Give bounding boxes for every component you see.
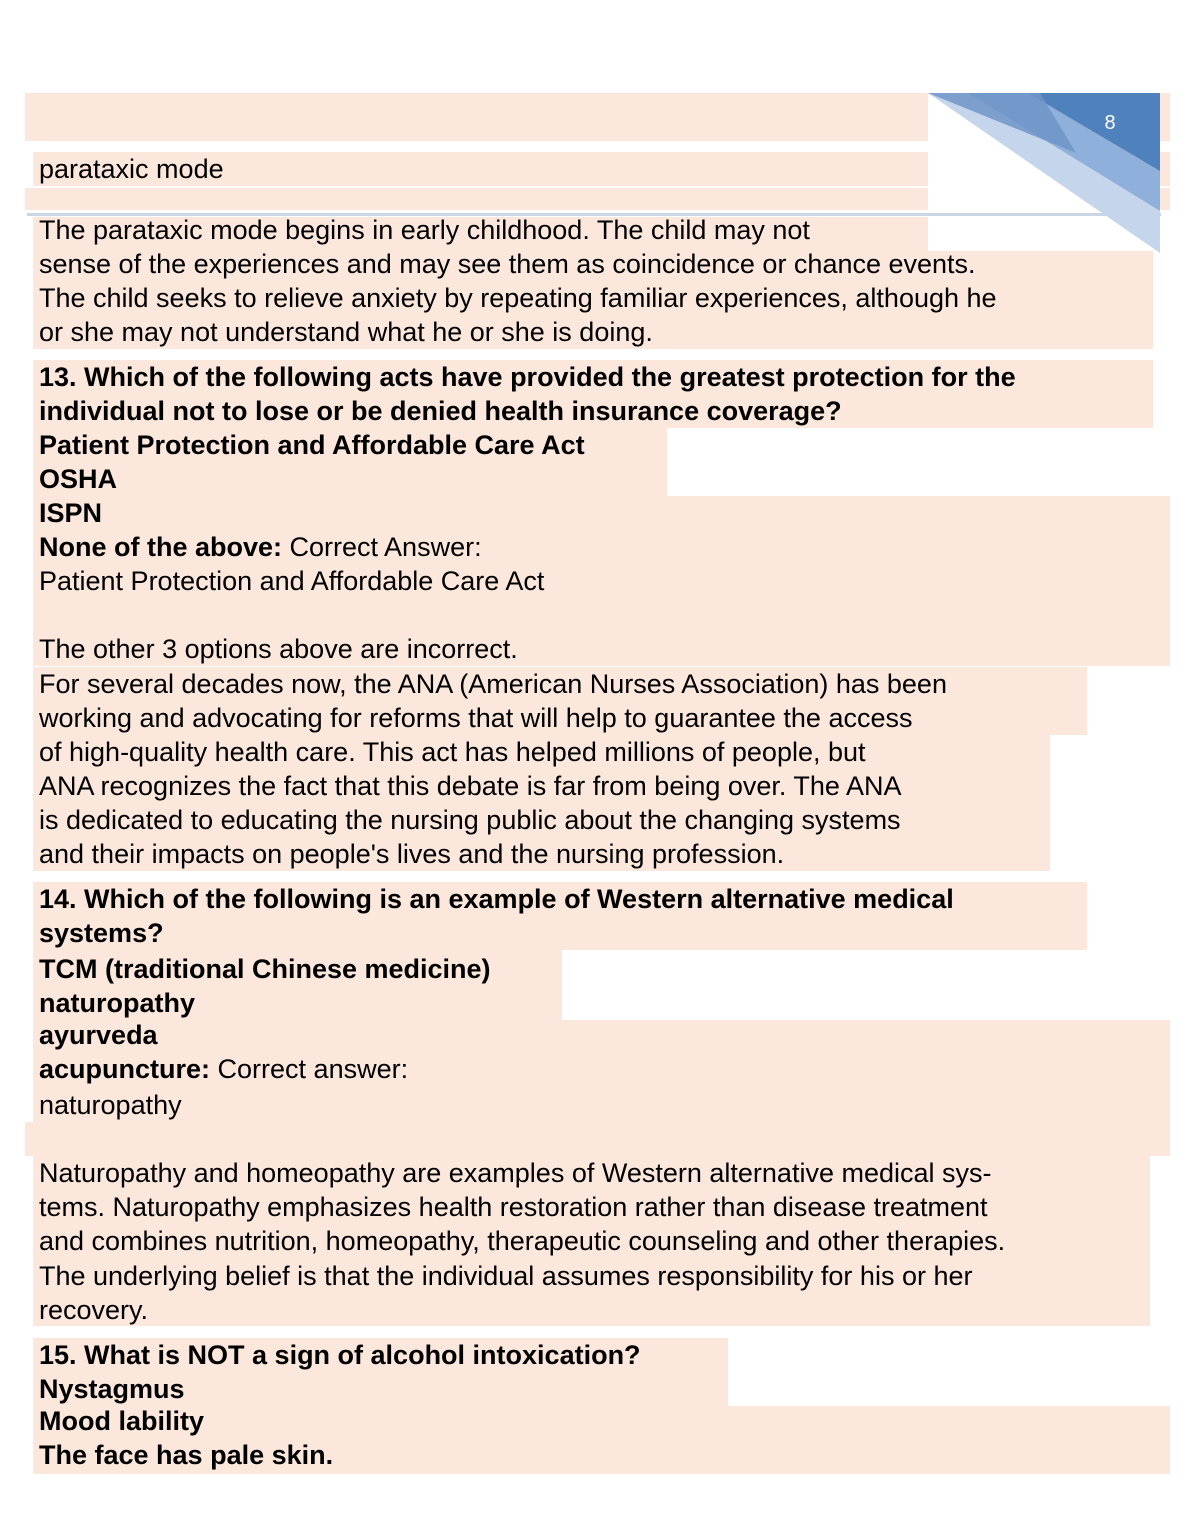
option-line (39, 986, 195, 1020)
line-text: naturopathy (39, 988, 196, 1018)
question-line (39, 916, 164, 950)
option-line (39, 1372, 185, 1406)
text-line (39, 803, 901, 837)
line-text: and their impacts on people's lives and the nursing profession. (39, 839, 785, 869)
answer-line (39, 1052, 408, 1086)
page-corner-decoration (928, 93, 1160, 253)
text-line (39, 667, 947, 701)
text-line (39, 281, 997, 315)
answer-line (39, 564, 544, 598)
text-line (39, 247, 976, 281)
question-line (39, 882, 954, 916)
line-text: Mood lability (39, 1406, 204, 1436)
answer-line (39, 1088, 182, 1122)
line-text: of high-quality health care. This act has helped millions of people, but (39, 737, 866, 767)
option-line (39, 952, 491, 986)
line-text: 13. Which of the following acts have provided the greatest protection for the (39, 362, 1016, 392)
line-text: For several decades now, the ANA (American Nurses Association) has been (39, 669, 947, 699)
highlight-block (25, 1122, 1170, 1156)
text-line (39, 837, 784, 871)
line-text: ISPN (39, 498, 103, 528)
line-text: 15. What is NOT a sign of alcohol intoxication? (39, 1340, 641, 1370)
line-text: ayurveda (39, 1020, 158, 1050)
line-text: recovery. (39, 1295, 149, 1325)
text-line (39, 152, 224, 186)
line-text: working and advocating for reforms that will help to guarantee the access (39, 703, 913, 733)
line-text: parataxic mode (39, 154, 224, 184)
text-line (39, 315, 653, 349)
line-text: individual not to lose or be denied health insurance coverage? (39, 396, 842, 426)
line-text: naturopathy (39, 1090, 182, 1120)
line-text: The parataxic mode begins in early childhood. The child may not (39, 215, 810, 245)
answer-option-label: acupuncture: (39, 1054, 211, 1084)
line-text: Correct Answer: (282, 532, 482, 562)
option-line (39, 428, 585, 462)
text-line (39, 213, 810, 247)
answer-line (39, 530, 482, 564)
line-text: Naturopathy and homeopathy are examples of Western alternative medical sys- (39, 1158, 992, 1188)
option-line (39, 1438, 333, 1472)
line-text: The child seeks to relieve anxiety by repeating familiar experiences, although he (39, 283, 997, 313)
highlight-block (25, 93, 928, 141)
question-line (39, 360, 1016, 394)
line-text: The other 3 options above are incorrect. (39, 634, 518, 664)
line-text: Patient Protection and Affordable Care Act (39, 566, 545, 596)
text-line (39, 735, 866, 769)
text-line (39, 701, 912, 735)
option-line (39, 496, 102, 530)
text-line (39, 1156, 992, 1190)
text-line (39, 1259, 972, 1293)
line-text: ANA recognizes the fact that this debate is far from being over. The ANA (39, 771, 902, 801)
text-line (39, 1293, 148, 1327)
line-text: tems. Naturopathy emphasizes health restoration rather than disease treatment (39, 1192, 988, 1222)
text-line (39, 632, 518, 666)
line-text: or she may not understand what he or she is doing. (39, 317, 653, 347)
option-line (39, 462, 117, 496)
text-line (39, 1190, 988, 1224)
question-line (39, 394, 842, 428)
line-text: is dedicated to educating the nursing public about the changing systems (39, 805, 901, 835)
answer-option-label: None of the above: (39, 532, 283, 562)
highlight-block (25, 188, 928, 210)
text-line (39, 1224, 1005, 1258)
line-text: sense of the experiences and may see them as coincidence or chance events. (39, 249, 976, 279)
text-line (39, 769, 901, 803)
line-text: 14. Which of the following is an example of Western alternative medical (39, 884, 954, 914)
line-text: The face has pale skin. (39, 1440, 334, 1470)
line-text: Correct answer: (210, 1054, 409, 1084)
option-line (39, 1018, 158, 1052)
line-text: systems? (39, 918, 164, 948)
line-text: TCM (traditional Chinese medicine) (39, 954, 491, 984)
line-text: and combines nutrition, homeopathy, therapeutic counseling and other therapies. (39, 1226, 1006, 1256)
line-text: Patient Protection and Affordable Care Act (39, 430, 585, 460)
line-text: The underlying belief is that the individual assumes responsibility for his or her (39, 1261, 973, 1291)
line-text: OSHA (39, 464, 118, 494)
question-line (39, 1338, 641, 1372)
option-line (39, 1404, 204, 1438)
line-text: Nystagmus (39, 1374, 185, 1404)
page-number: 8 (1104, 112, 1116, 134)
